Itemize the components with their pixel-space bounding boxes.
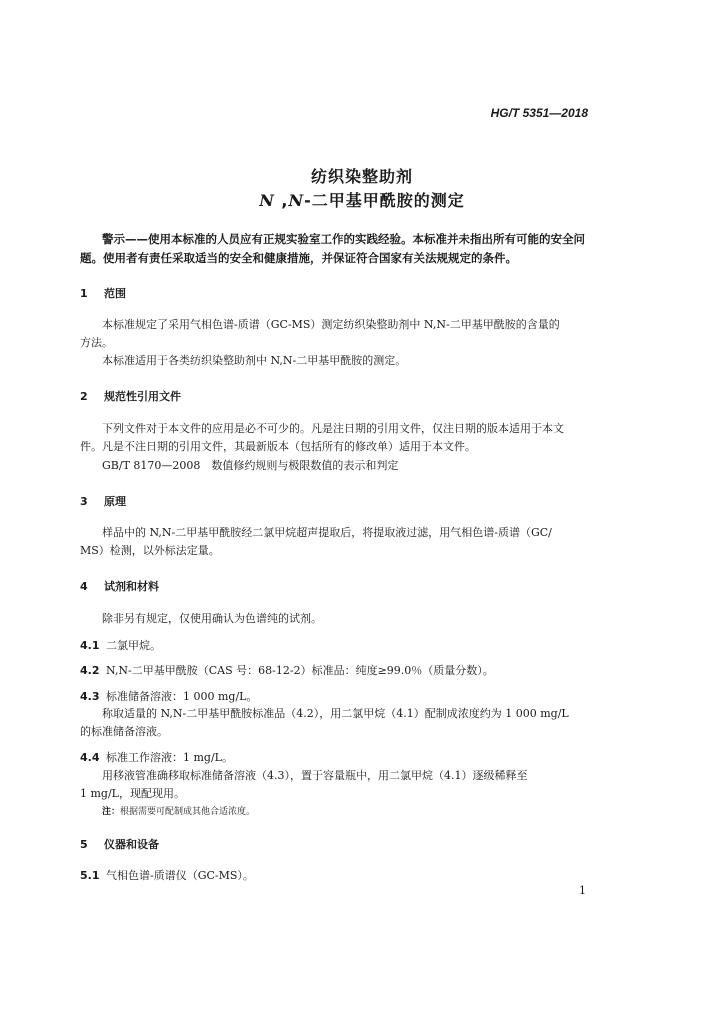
paragraph-line: 的标准储备溶液。 bbox=[80, 725, 168, 738]
warning-line1: 警示——使用本标准的人员应有正规实验室工作的实践经验。本标准并未指出所有可能的安全问 bbox=[102, 232, 585, 246]
clause-number: 4.3 bbox=[80, 690, 100, 703]
standard-code: HG/T 5351—2018 bbox=[490, 106, 588, 120]
paragraph-line: MS）检测，以外标法定量。 bbox=[80, 544, 220, 557]
title-rest: -二甲基甲酰胺的测定 bbox=[304, 191, 465, 210]
document-title-line2 bbox=[0, 188, 724, 211]
section-1-heading bbox=[80, 285, 126, 301]
section-5-heading bbox=[80, 836, 159, 852]
section-3-paragraph bbox=[80, 524, 600, 560]
title-n1: N bbox=[259, 191, 275, 210]
clause-5-1 bbox=[80, 867, 254, 883]
clause-number: 4.4 bbox=[80, 751, 100, 764]
warning-paragraph bbox=[80, 230, 602, 268]
clause-4-4-paragraph bbox=[80, 767, 600, 803]
note bbox=[102, 804, 255, 817]
clause-4-3 bbox=[80, 688, 257, 704]
section-2-heading bbox=[80, 388, 181, 404]
section-number: 4 bbox=[80, 580, 88, 593]
section-2-paragraph bbox=[80, 420, 600, 456]
document-title-line1: 纺织染整助剂 bbox=[310, 167, 413, 186]
clause-4-1 bbox=[80, 637, 161, 653]
section-number: 3 bbox=[80, 495, 88, 508]
section-3-heading bbox=[80, 493, 126, 509]
paragraph-line: 样品中的 N,N-二甲基甲酰胺经二氯甲烷超声提取后，将提取液过滤，用气相色谱-质谱（GC/ bbox=[102, 526, 552, 539]
clause-4-2 bbox=[80, 662, 494, 678]
note-label: 注： bbox=[102, 807, 121, 817]
clause-number: 4.1 bbox=[80, 639, 100, 652]
section-1-paragraph-1 bbox=[80, 316, 600, 352]
clause-text: 二氯甲烷。 bbox=[106, 639, 161, 652]
paragraph-line: 方法。 bbox=[80, 336, 113, 349]
section-title: 仪器和设备 bbox=[104, 838, 159, 851]
note-text: 根据需要可配制成其他合适浓度。 bbox=[120, 807, 256, 817]
normative-reference: GB/T 8170—2008 数值修约规则与极限数值的表示和判定 bbox=[102, 459, 399, 472]
section-4-paragraph: 除非另有规定，仅使用确认为色谱纯的试剂。 bbox=[102, 612, 322, 625]
section-number: 1 bbox=[80, 287, 88, 300]
section-title: 原理 bbox=[104, 495, 126, 508]
warning-line2: 题。使用者有责任采取适当的安全和健康措施，并保证符合国家有关法规规定的条件。 bbox=[80, 251, 517, 265]
clause-number: 4.2 bbox=[80, 664, 100, 677]
section-title: 试剂和材料 bbox=[104, 580, 159, 593]
page-number: 1 bbox=[579, 884, 586, 897]
section-1-paragraph-2: 本标准适用于各类纺织染整助剂中 N,N-二甲基甲酰胺的测定。 bbox=[102, 354, 407, 367]
paragraph-line: 称取适量的 N,N-二甲基甲酰胺标准品（4.2），用二氯甲烷（4.1）配制成浓度约为 1 000 mg/L bbox=[102, 707, 569, 720]
section-number: 2 bbox=[80, 390, 88, 403]
paragraph-line: 1 mg/L，现配现用。 bbox=[80, 787, 185, 800]
section-4-heading bbox=[80, 578, 159, 594]
paragraph-line: 本标准规定了采用气相色谱-质谱（GC-MS）测定纺织染整助剂中 N,N-二甲基甲酰胺的含量的 bbox=[102, 318, 560, 331]
clause-4-3-paragraph bbox=[80, 705, 600, 741]
clause-text: 标准工作溶液：1 mg/L。 bbox=[106, 751, 233, 764]
title-sep: , bbox=[274, 191, 289, 210]
paragraph-line: 件。凡是不注日期的引用文件，其最新版本（包括所有的修改单）适用于本文件。 bbox=[80, 440, 476, 453]
clause-text: 标准储备溶液：1 000 mg/L。 bbox=[106, 690, 258, 703]
clause-text: 气相色谱-质谱仪（GC-MS）。 bbox=[106, 869, 254, 882]
section-title: 规范性引用文件 bbox=[104, 390, 181, 403]
clause-text: N,N-二甲基甲酰胺（CAS 号：68-12-2）标准品：纯度≥99.0％（质量分数）。 bbox=[106, 664, 494, 677]
paragraph-line: 用移液管准确移取标准储备溶液（4.3），置于容量瓶中，用二氯甲烷（4.1）逐级稀释至 bbox=[102, 769, 528, 782]
title-n2: N bbox=[288, 191, 305, 210]
clause-number: 5.1 bbox=[80, 869, 100, 882]
section-title: 范围 bbox=[104, 287, 126, 300]
clause-4-4 bbox=[80, 749, 233, 765]
paragraph-line: 下列文件对于本文件的应用是必不可少的。凡是注日期的引用文件，仅注日期的版本适用于本文 bbox=[102, 422, 564, 435]
section-number: 5 bbox=[80, 838, 88, 851]
